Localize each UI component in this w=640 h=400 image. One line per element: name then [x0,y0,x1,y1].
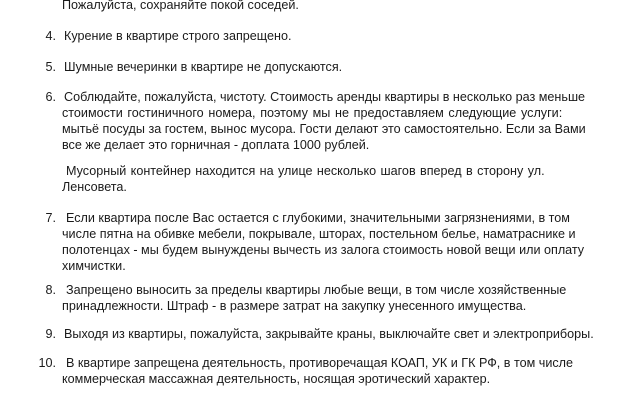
rule-9-text: Выходя из квартиры, пожалуйста, закрывайте краны, выключайте свет и электроприборы. [64,327,594,341]
rule-7-number: 7. [45,211,56,225]
rule-10-line-2: коммерческая массажная деятельность, носящая эротический характер. [62,372,491,386]
rule-5-text: Шумные вечеринки в квартире не допускаются. [64,60,343,74]
rule-4-text: Курение в квартире строго запрещено. [64,29,292,43]
rule-7-line-3: полотенцах - мы будем вынуждены вычесть из залога стоимость новой вещи или оплату [62,243,585,257]
rule-10-line-1: В квартире запрещена деятельность, противоречащая КОАП, УК и ГК РФ, в том числе [66,356,574,370]
rule-8-line-1: Запрещено выносить за пределы квартиры любые вещи, в том числе хозяйственные [66,283,567,297]
rule-7-line-1: Если квартира после Вас остается с глубокими, значительными загрязнениями, в том [66,211,570,225]
rule-8-line-2: принадлежности. Штраф - в размере затрат на закупку унесенного имущества. [62,299,527,313]
rule-6-line-1: Соблюдайте, пожалуйста, чистоту. Стоимость аренды квартиры в несколько раз меньше [64,90,586,104]
rule-9-number: 9. [45,327,56,341]
rule-7-line-2: числе пятна на обивке мебели, покрывале, шторах, постельном белье, наматраснике и [62,227,576,241]
rule-6-note-line-2: Ленсовета. [62,180,127,194]
rule-8-number: 8. [45,283,56,297]
rule-6-line-2: стоимости гостиничного номера, поэтому мы не предоставляем следующие услуги: [62,106,563,120]
rule-7-line-4: химчистки. [62,259,126,273]
rule-4-number: 4. [45,29,56,43]
rule-6-line-4: все же делает это горничная - доплата 1000 рублей. [62,138,370,152]
rule-5-number: 5. [45,60,56,74]
intro-tail-line: Пожалуйста, сохраняйте покой соседей. [62,0,299,12]
rule-6-note-line-1: Мусорный контейнер находится на улице несколько шагов вперед в сторону ул. [66,164,545,178]
rule-6-line-3: мытьё посуды за гостем, вынос мусора. Гости делают это самостоятельно. Если за Вами [62,122,586,136]
rule-6-number: 6. [45,90,56,104]
rule-10-number: 10. [38,356,56,370]
